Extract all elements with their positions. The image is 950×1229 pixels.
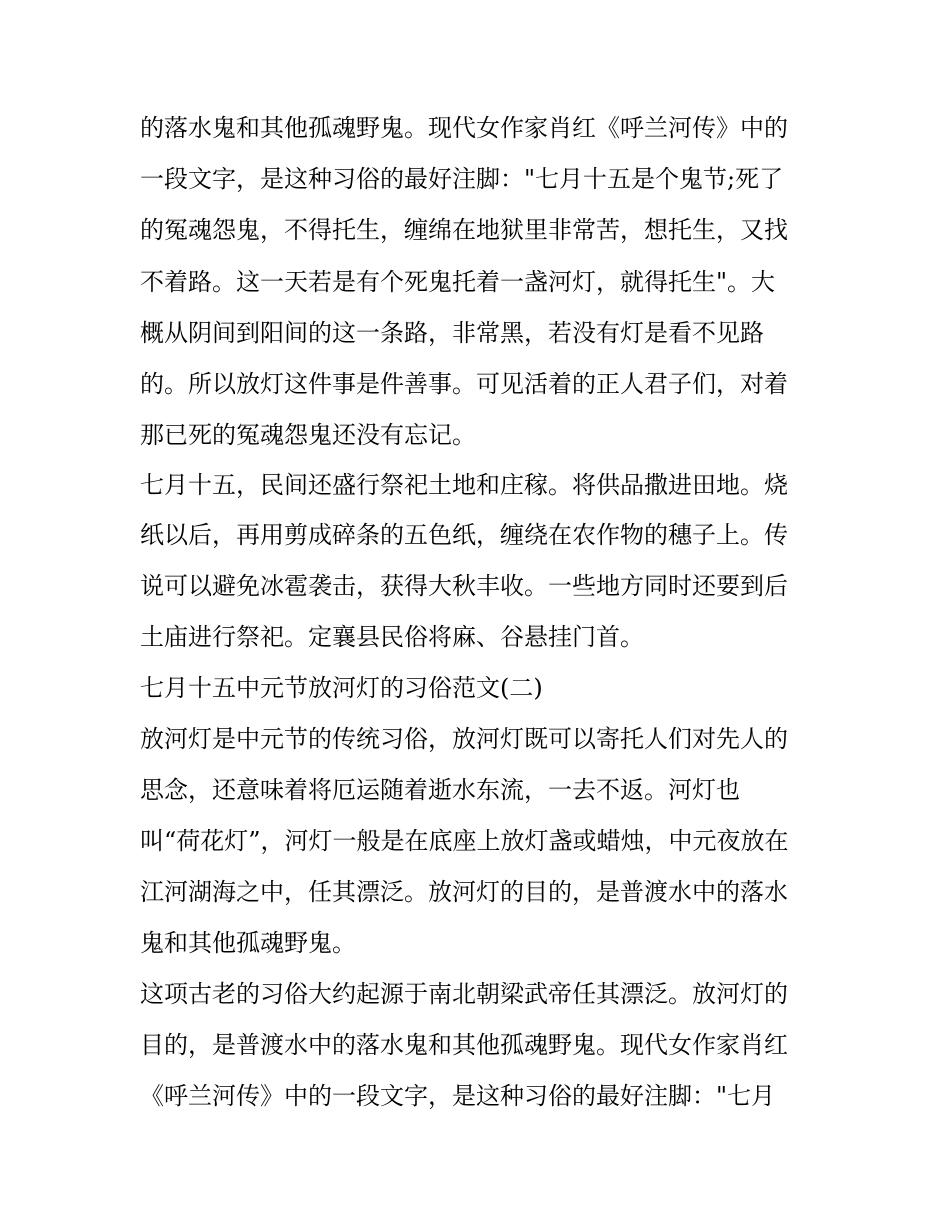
text-line: 江河湖海之中，任其漂泛。放河灯的目的，是普渡水中的落水 [140,878,788,906]
text-line: 的。所以放灯这件事是件善事。可见活着的正人君子们，对着 [140,370,788,398]
text-line: 七月十五，民间还盛行祭祀土地和庄稼。将供品撒进田地。烧 [140,471,788,499]
section-heading: 七月十五中元节放河灯的习俗范文(二) [140,674,543,702]
text-line: 叫“荷花灯”，河灯一般是在底座上放灯盏或蜡烛，中元夜放在 [140,827,789,855]
text-line: 说可以避免冰雹袭击，获得大秋丰收。一些地方同时还要到后 [140,572,788,600]
text-line: 目的，是普渡水中的落水鬼和其他孤魂野鬼。现代女作家肖红 [140,1031,788,1059]
text-line: 鬼和其他孤魂野鬼。 [140,929,356,957]
text-line: 纸以后，再用剪成碎条的五色纸，缠绕在农作物的穗子上。传 [140,521,788,549]
text-line: 这项古老的习俗大约起源于南北朝梁武帝任其漂泛。放河灯的 [140,980,788,1008]
text-line: 放河灯是中元节的传统习俗，放河灯既可以寄托人们对先人的 [140,725,788,753]
text-line: 思念，还意味着将厄运随着逝水东流，一去不返。河灯也 [140,776,740,804]
text-line: 不着路。这一天若是有个死鬼托着一盏河灯，就得托生"。大 [140,268,776,296]
text-line: 土庙进行祭祀。定襄县民俗将麻、谷悬挂门首。 [140,623,644,651]
text-line: 概从阴间到阳间的这一条路，非常黑，若没有灯是看不见路 [140,319,764,347]
text-line: 那已死的冤魂怨鬼还没有忘记。 [140,421,476,449]
text-line: 的冤魂怨鬼，不得托生，缠绵在地狱里非常苦，想托生，又找 [140,216,788,244]
text-line: 一段文字，是这种习俗的最好注脚："七月十五是个鬼节;死了 [140,165,784,193]
text-line: 《呼兰河传》中的一段文字，是这种习俗的最好注脚："七月 [140,1082,776,1110]
text-line: 的落水鬼和其他孤魂野鬼。现代女作家肖红《呼兰河传》中的 [140,114,788,142]
